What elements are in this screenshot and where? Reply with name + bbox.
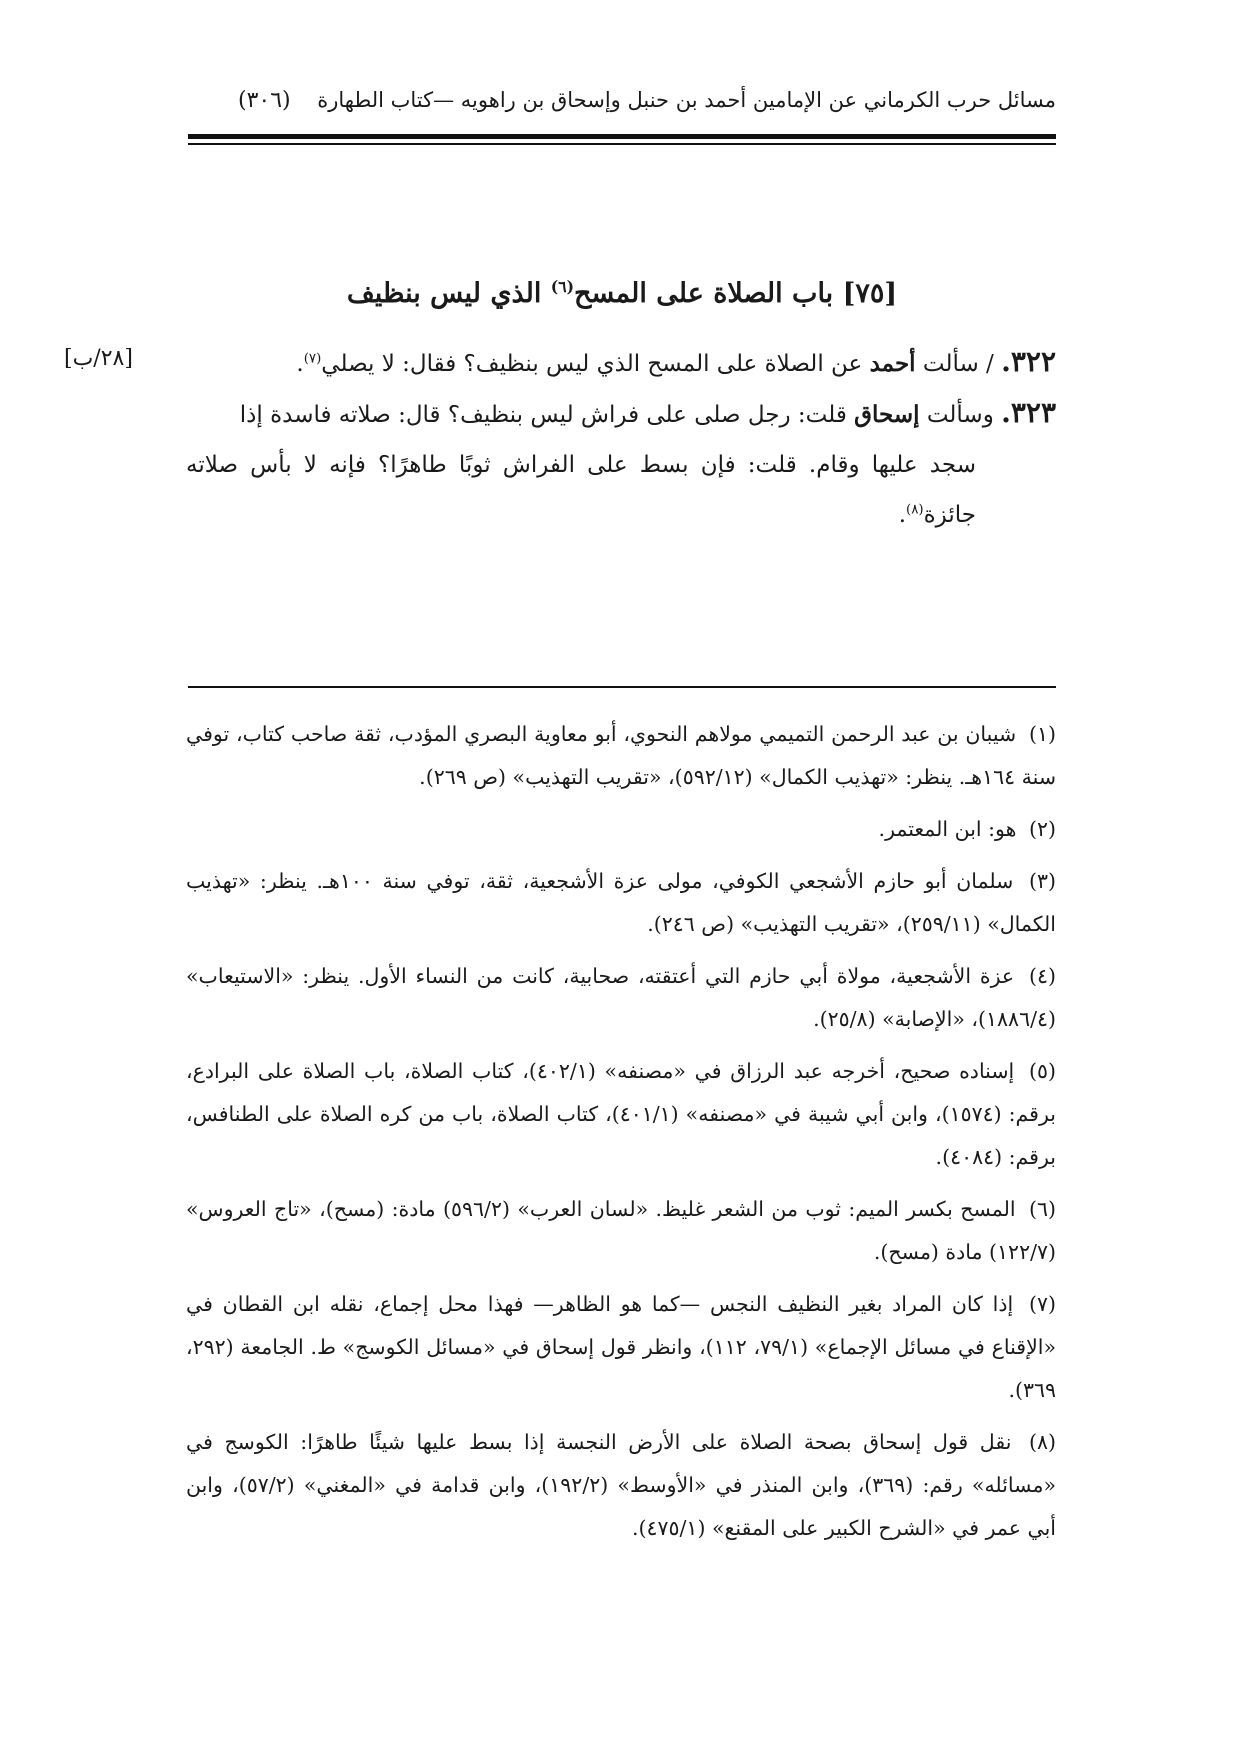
person-name: أحمد <box>869 350 916 377</box>
footnote-2 <box>186 808 1056 851</box>
footnote-number: (٤) <box>1028 964 1056 988</box>
footnote-text: شيبان بن عبد الرحمن التميمي مولاهم النحوي، أبو معاوية البصري المؤدب، ثقة صاحب كتاب، توفي سنة ١٦٤هـ. ينظر: «تهذيب الكمال» (٥٩٢/١٢)، «تقريب التهذيب» (ص ٢٦٩). <box>186 722 1056 789</box>
question-322 <box>186 337 1056 389</box>
footnote-number: (٥) <box>1028 1059 1056 1083</box>
footnote-text: المسح بكسر الميم: ثوب من الشعر غليظ. «لسان العرب» (٥٩٦/٢) مادة: (مسح)، «تاج العروس» (١٢٢/٧) مادة (مسح). <box>186 1197 1056 1264</box>
footnote-text: نقل قول إسحاق بصحة الصلاة على الأرض النجسة إذا بسط عليها شيئًا طاهرًا: الكوسج في «مسائله» رقم: (٣٦٩)، وابن المنذر في «الأوسط» (١٩٢/٢)، وابن قدامة في «المغني» (٥٧/٢)، وابن أبي عمر في «الشرح الكبير على المقنع» (٤٧٥/١). <box>186 1430 1056 1540</box>
page-number: (٣٠٦) <box>238 88 291 113</box>
footnote-ref: (٨) <box>906 502 924 518</box>
footnote-ref: (٦) <box>550 277 575 296</box>
chapter-title-text: [٧٥] باب الصلاة على المسح <box>574 278 898 309</box>
footnotes-list <box>186 713 1056 1559</box>
question-text: عن الصلاة على المسح الذي ليس بنظيف؟ فقال: لا يصلي <box>321 351 870 377</box>
question-text: وسألت <box>919 402 1002 428</box>
header-title: مسائل حرب الكرماني عن الإمامين أحمد بن حنبل وإسحاق بن راهويه —كتاب الطهارة <box>317 88 1056 112</box>
footnote-6 <box>186 1188 1056 1274</box>
footnote-1 <box>186 713 1056 799</box>
question-text-end: . <box>898 502 907 528</box>
footnote-number: (٣) <box>1028 869 1056 893</box>
question-number: ٣٢٣. <box>1001 396 1056 429</box>
question-323 <box>186 388 1056 540</box>
footnote-text: عزة الأشجعية، مولاة أبي حازم التي أعتقته، صحابية، كانت من النساء الأول. ينظر: «الاستيعاب» (١٨٨٦/٤)، «الإصابة» (٢٥/٨). <box>186 964 1056 1031</box>
footnote-number: (٢) <box>1028 817 1056 841</box>
footnote-3 <box>186 860 1056 946</box>
footnote-number: (١) <box>1028 722 1056 746</box>
manuscript-folio-note: [٢٨/ب] <box>64 346 133 371</box>
footnote-number: (٦) <box>1028 1197 1056 1221</box>
question-text: سجد عليها وقام. قلت: فإن بسط على الفراش ثوبًا طاهرًا؟ فإنه لا بأس صلاته جائزة <box>186 452 976 528</box>
footnote-separator <box>188 686 1056 688</box>
footnote-text: هو: ابن المعتمر. <box>878 817 1017 841</box>
footnote-number: (٧) <box>1028 1292 1056 1316</box>
footnote-text: إسناده صحيح، أخرجه عبد الرزاق في «مصنفه» (٤٠٢/١)، كتاب الصلاة، باب الصلاة على البرادع، برقم: (١٥٧٤)، وابن أبي شيبة في «مصنفه» (٤٠١/١)، كتاب الصلاة، باب من كره الصلاة على الطنافس، برقم: (٤٠٨٤). <box>186 1059 1057 1169</box>
question-text: قلت: رجل صلى على فراش ليس بنظيف؟ قال: صلاته فاسدة إذا <box>239 402 855 428</box>
footnote-number: (٨) <box>1028 1430 1056 1454</box>
question-number: ٣٢٢. <box>1001 345 1056 378</box>
question-text-end: . <box>296 351 304 377</box>
question-continuation <box>186 440 976 540</box>
person-name: إسحاق <box>854 401 920 428</box>
footnote-text: سلمان أبو حازم الأشجعي الكوفي، مولى عزة الأشجعية، ثقة، توفي سنة ١٠٠هـ. ينظر: «تهذيب الكمال» (٢٥٩/١١)، «تقريب التهذيب» (ص ٢٤٦). <box>186 869 1056 936</box>
footnote-text: إذا كان المراد بغير النظيف النجس —كما هو الظاهر— فهذا محل إجماع، نقله ابن القطان في «الإقناع في مسائل الإجماع» (٧٩/١، ١١٢)، وانظر قول إسحاق في «مسائل الكوسج» ط. الجامعة (٢٩٢، ٣٦٩). <box>186 1292 1056 1402</box>
footnote-7 <box>186 1283 1056 1412</box>
footnote-5 <box>186 1050 1056 1179</box>
footnote-4 <box>186 955 1056 1041</box>
chapter-title-text-end: الذي ليس بنظيف <box>346 278 551 309</box>
running-header <box>238 88 1056 128</box>
header-rule-thin <box>188 143 1056 145</box>
footnote-8 <box>186 1421 1056 1550</box>
chapter-title <box>188 278 1056 309</box>
footnote-ref: (٧) <box>303 351 322 367</box>
header-rule-thick <box>188 134 1056 139</box>
question-text: / سألت <box>915 351 1002 377</box>
